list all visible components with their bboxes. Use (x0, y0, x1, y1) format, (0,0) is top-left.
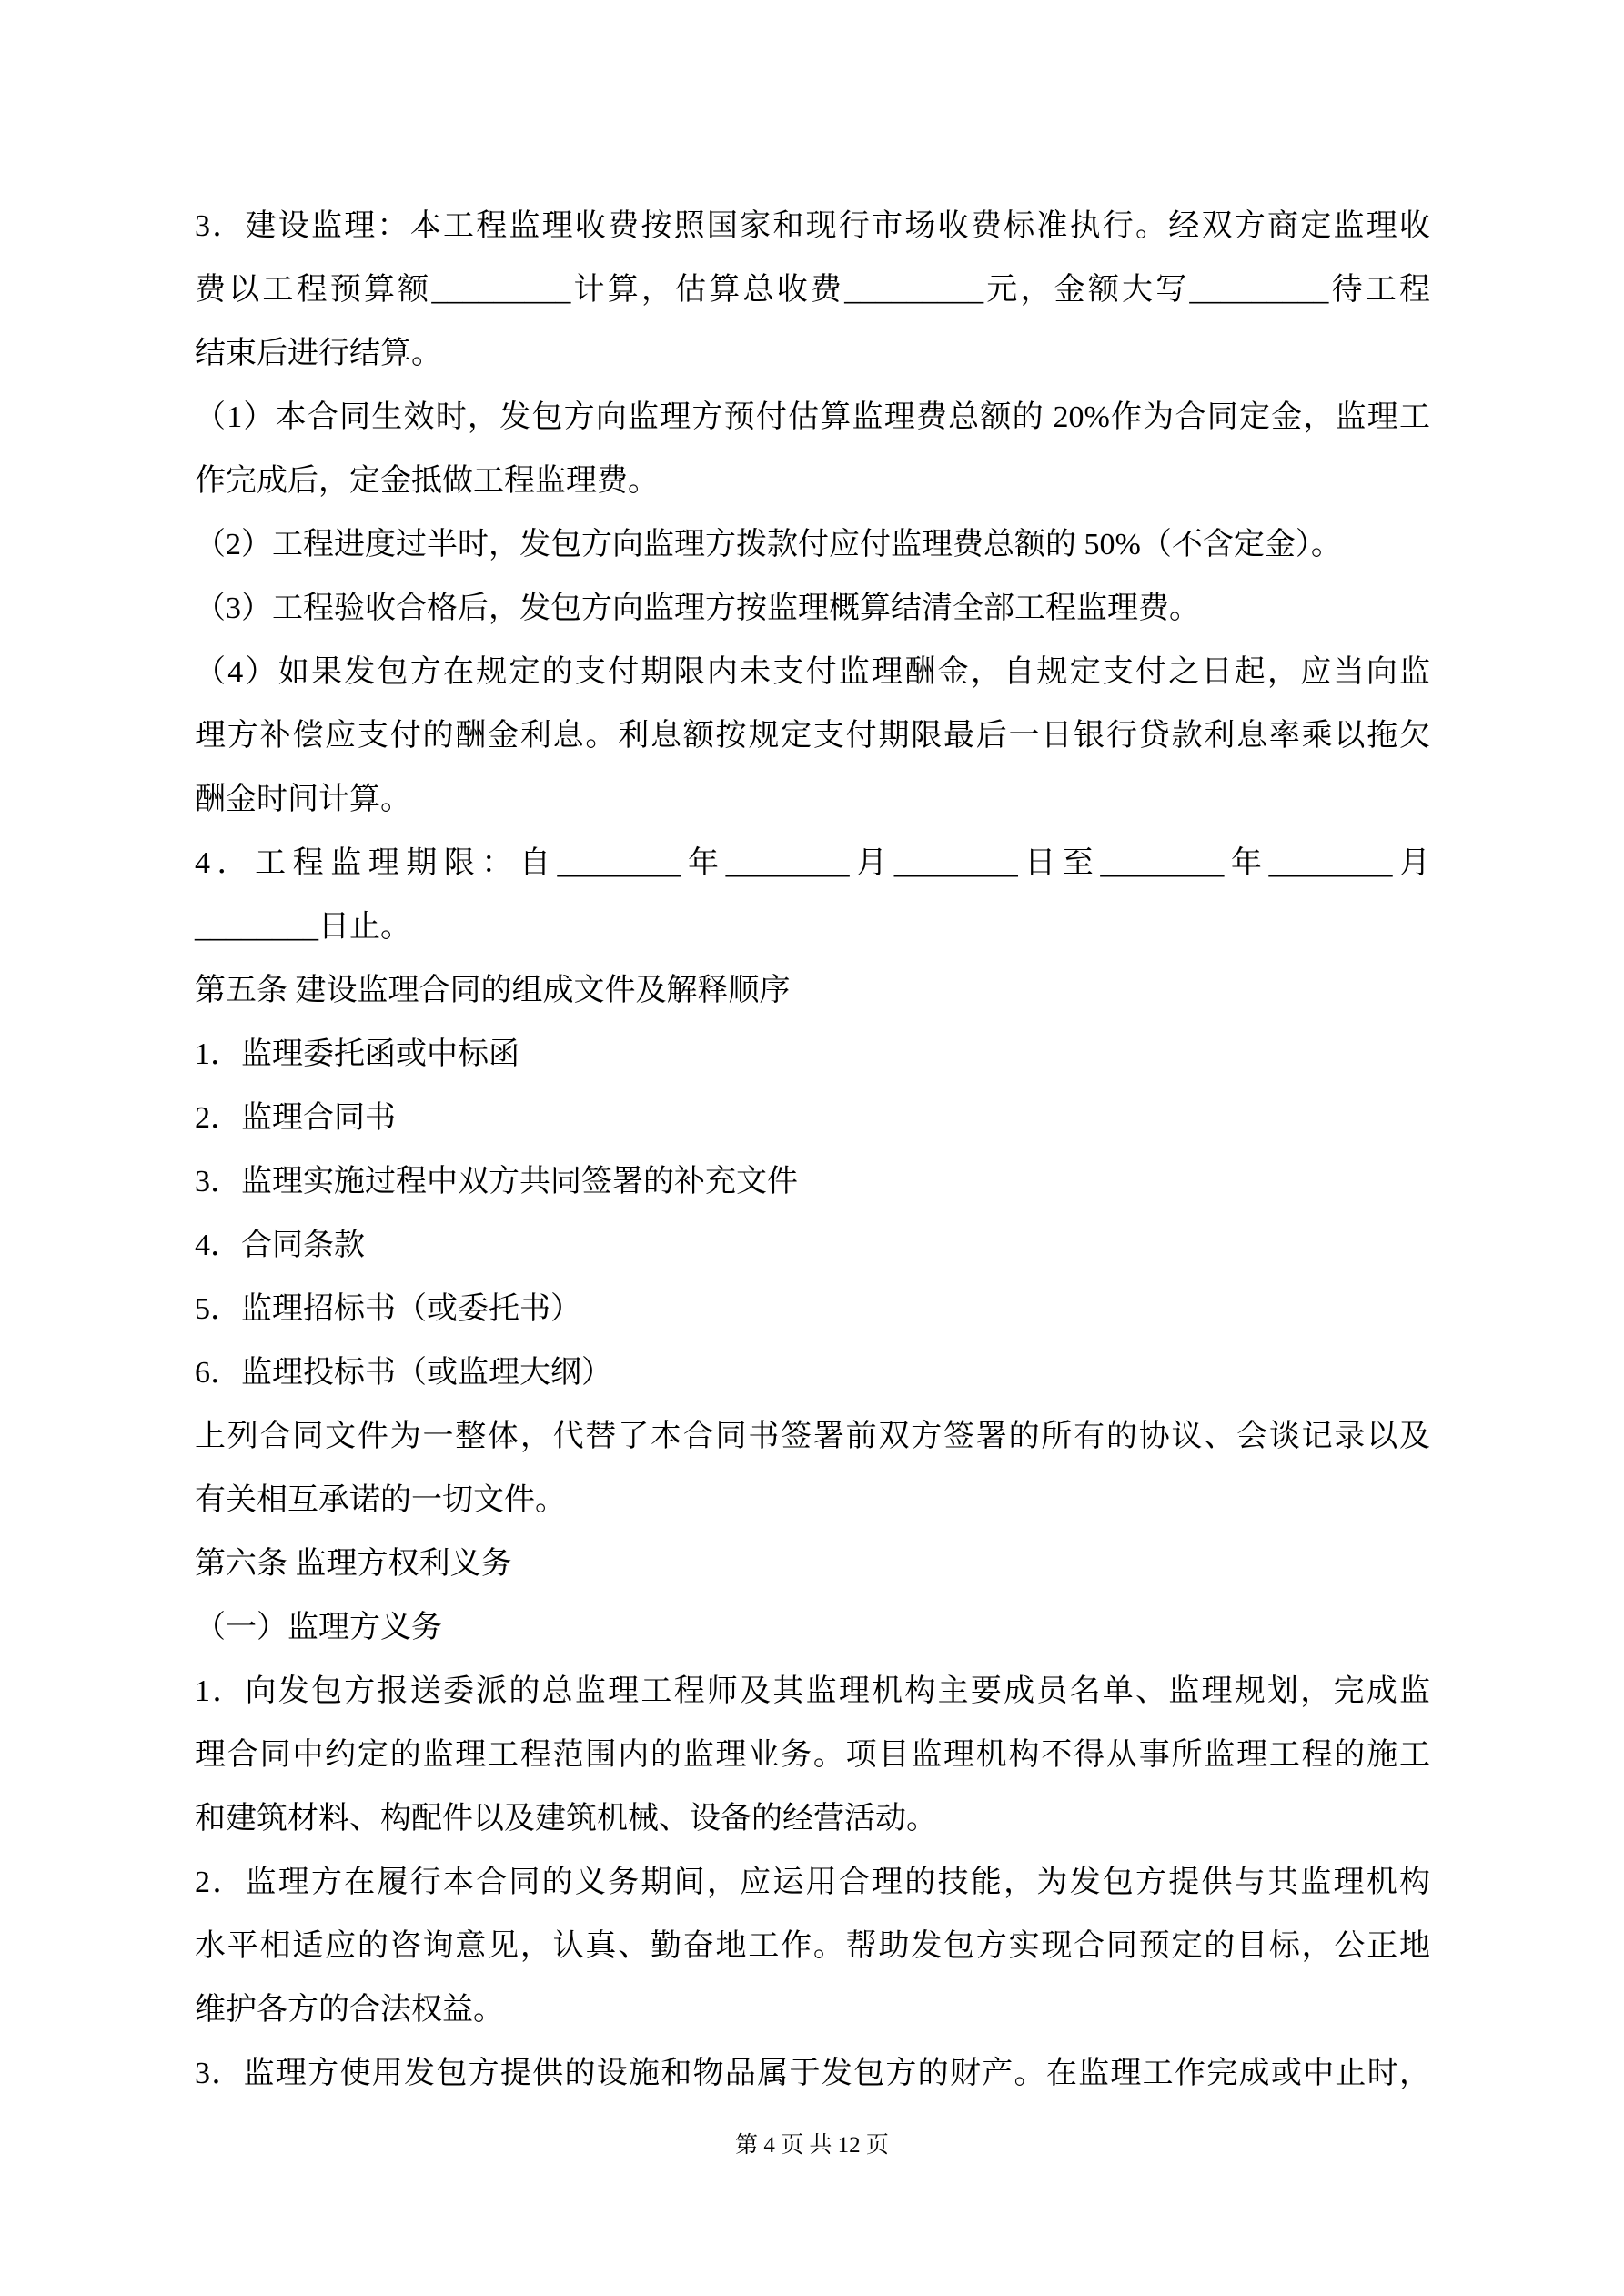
document-line: 水平相适应的咨询意见，认真、勤奋地工作。帮助发包方实现合同预定的目标，公正地 (195, 1929, 1430, 1963)
list-item: 4．合同条款 (195, 1229, 365, 1262)
page-number-footer: 第 4 页 共 12 页 (735, 2133, 889, 2158)
document-line: 结束后进行结算。 (195, 337, 442, 370)
document-line: 酬金时间计算。 (195, 783, 411, 816)
document-line: 维护各方的合法权益。 (195, 1993, 504, 2027)
document-line: 4．工程监理期限：自________年________月________日至________年________月 (195, 846, 1430, 880)
sub-heading: （一）监理方义务 (195, 1611, 442, 1644)
list-item: 3．监理实施过程中双方共同签署的补充文件 (195, 1165, 798, 1199)
document-line: （4）如果发包方在规定的支付期限内未支付监理酬金，自规定支付之日起，应当向监 (195, 655, 1430, 689)
list-item: 2．监理合同书 (195, 1101, 396, 1135)
document-line: （3）工程验收合格后，发包方向监理方按监理概算结清全部工程监理费。 (195, 592, 1200, 625)
document-line: 2．监理方在履行本合同的义务期间，应运用合理的技能，为发包方提供与其监理机构 (195, 1866, 1430, 1899)
document-line: （2）工程进度过半时，发包方向监理方拨款付应付监理费总额的 50%（不含定金）。 (195, 528, 1342, 561)
document-line: 有关相互承诺的一切文件。 (195, 1483, 566, 1517)
section-heading: 第五条 建设监理合同的组成文件及解释顺序 (195, 974, 791, 1007)
document-line: 1．向发包方报送委派的总监理工程师及其监理机构主要成员名单、监理规划，完成监 (195, 1674, 1430, 1708)
document-line: ________日止。 (195, 910, 411, 944)
document-line: 3．监理方使用发包方提供的设施和物品属于发包方的财产。在监理工作完成或中止时， (195, 2057, 1430, 2090)
document-line: 3．建设监理：本工程监理收费按照国家和现行市场收费标准执行。经双方商定监理收 (195, 209, 1430, 243)
document-line: 理合同中约定的监理工程范围内的监理业务。项目监理机构不得从事所监理工程的施工 (195, 1738, 1430, 1772)
document-line: （1）本合同生效时，发包方向监理方预付估算监理费总额的 20%作为合同定金，监理工 (195, 400, 1430, 434)
document-line: 作完成后，定金抵做工程监理费。 (195, 464, 659, 498)
document-line: 上列合同文件为一整体，代替了本合同书签署前双方签署的所有的协议、会谈记录以及 (195, 1420, 1430, 1453)
document-line: 和建筑材料、构配件以及建筑机械、设备的经营活动。 (195, 1802, 937, 1836)
section-heading: 第六条 监理方权利义务 (195, 1547, 512, 1581)
list-item: 6．监理投标书（或监理大纲） (195, 1356, 612, 1390)
list-item: 1．监理委托函或中标函 (195, 1037, 519, 1071)
document-line: 费以工程预算额_________计算，估算总收费_________元，金额大写_________待工程 (195, 273, 1430, 307)
list-item: 5．监理招标书（或委托书） (195, 1292, 581, 1326)
contract-text-block (195, 195, 1430, 2106)
document-line: 理方补偿应支付的酬金利息。利息额按规定支付期限最后一日银行贷款利息率乘以拖欠 (195, 719, 1430, 753)
